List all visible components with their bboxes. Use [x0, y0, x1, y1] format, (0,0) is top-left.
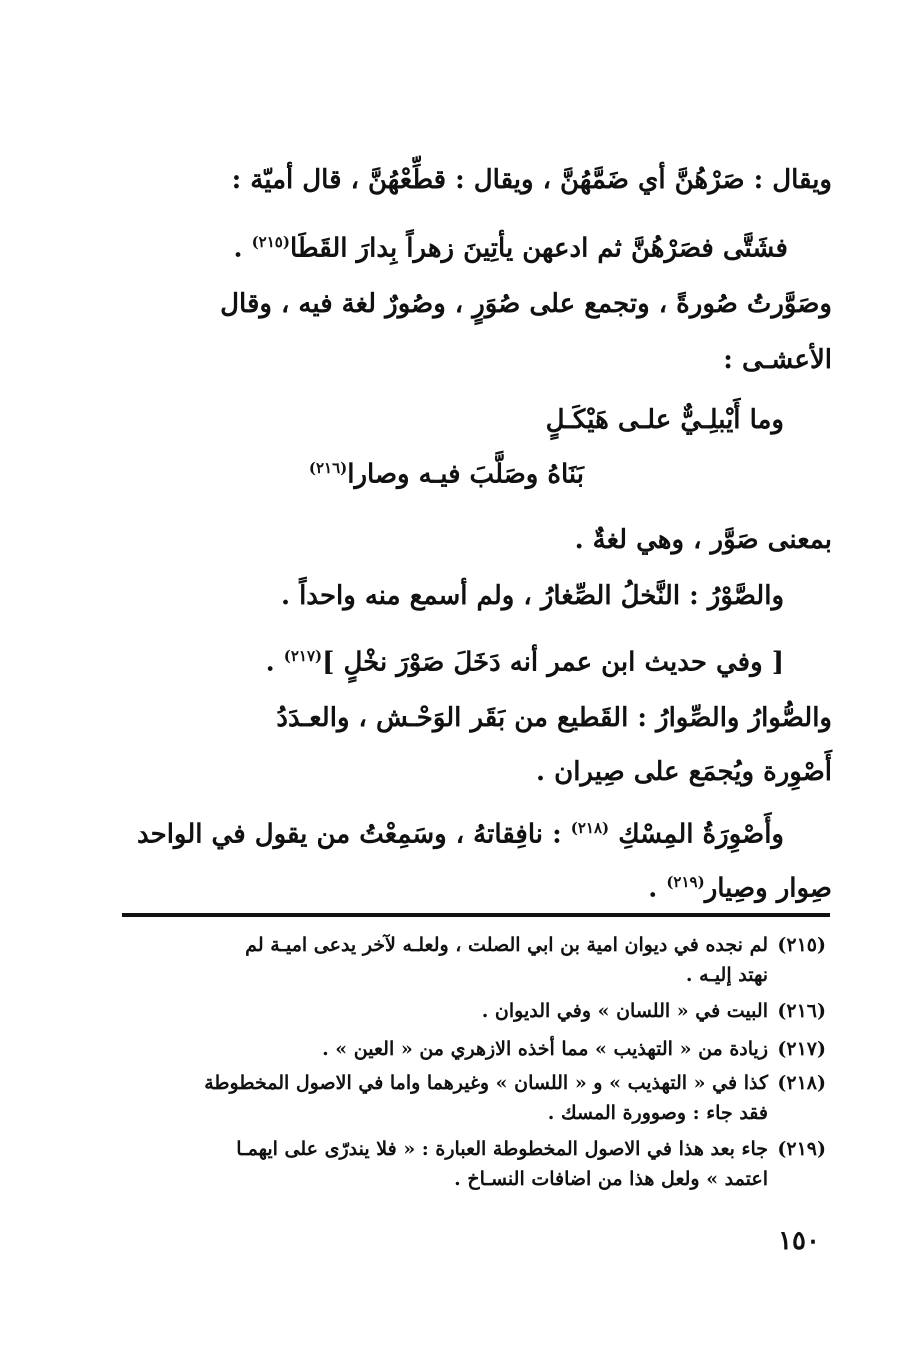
line-text: فشَتَّى فصَرْهُنَّ ثم ادعهن يأتِينَ زهراً بِدارَ القَطَا — [289, 233, 788, 264]
footnote-219 — [116, 1134, 826, 1194]
footnote-number: (٢١٧) — [777, 1038, 826, 1060]
footnote-text: زيادة من « التهذيب » مما أخذه الازهري من « العين » . — [322, 1038, 768, 1060]
line-text: : نافِقاتهُ ، وسَمِعْتُ من يقول في الواحد — [136, 819, 562, 850]
text-line-2: فشَتَّى فصَرْهُنَّ ثم ادعهن يأتِينَ زهراً بِدارَ القَطَا$^{(٢١٥)}$ . — [233, 233, 788, 264]
line-text: بَنَاهُ وصَلَّبَ فيـه وصارا — [347, 459, 584, 490]
line-text: وأَصْوِرَةُ المِسْكِ — [618, 819, 784, 850]
text-line-13: صِوار وصِيار$^{(٢١٩)}$ . — [648, 873, 832, 904]
line-text: الأعشـى : — [723, 345, 832, 375]
footnote-ref-217: (٢١٧) — [283, 647, 323, 665]
line-text: بمعنى صَوَّر ، وهي لغةٌ . — [574, 525, 832, 555]
text-line-1 — [232, 160, 832, 200]
footnote-216 — [116, 996, 826, 1026]
footnote-ref-215: (٢١٥) — [251, 233, 290, 251]
text-line-4 — [723, 340, 832, 380]
footnote-ref-218: (٢١٨) — [570, 819, 610, 837]
verse-line-1 — [546, 400, 784, 440]
line-text: وما أَيْبلِـيٌّ علـى هَيْكَـلٍ — [545, 405, 784, 435]
text-line-12 — [137, 808, 784, 855]
text-line-9: [ وفي حديث ابن عمر أنه دَخَلَ صَوْرَ نخْلٍ ]$^{(٢١٧)}$ . — [265, 647, 784, 678]
footnote-number: (٢١٩) — [777, 1138, 826, 1160]
footnote-text: نهتد إليـه . — [685, 964, 768, 986]
line-text: وصَوَّرتُ صُورةً ، وتجمع على صُوَرٍ ، وصُورٌ لغة فيه ، وقال — [220, 289, 832, 319]
footnote-218 — [116, 1068, 826, 1128]
footnote-text: كذا في « التهذيب » و « اللسان » وغيرهما واما في الاصول المخطوطة — [204, 1072, 768, 1094]
footnote-text: اعتمد » ولعل هذا من اضافات النسـاخ . — [454, 1168, 768, 1190]
footnote-number: (٢١٨) — [777, 1072, 826, 1094]
verse-line-2 — [309, 448, 584, 495]
text-line-11 — [536, 752, 832, 792]
text-line-10 — [276, 698, 832, 738]
footnote-ref-216: (٢١٦) — [308, 459, 348, 477]
line-text: ويقال : صَرْهُنَّ أي ضَمَّهُنَّ ، ويقال : قطِّعْهُنَّ ، قال أميّة : — [231, 165, 832, 195]
line-text: أَصْوِرة ويُجمَع على صِيران . — [536, 757, 832, 787]
footnote-text: البيت في « اللسان » وفي الديوان . — [481, 1000, 768, 1022]
footnote-text: جاء بعد هذا في الاصول المخطوطة العبارة : « فلا يندرّى على ايهمـا — [236, 1138, 768, 1160]
footnote-215 — [116, 930, 826, 990]
footnote-number: (٢١٥) — [777, 934, 826, 956]
line-text: والصُّوارُ والصِّوارُ : القَطيع من بَقَر الوَحْـش ، والعـدَدُ — [276, 703, 832, 733]
page-number: ١٥٠ — [778, 1226, 820, 1256]
line-text: [ وفي حديث ابن عمر أنه دَخَلَ صَوْرَ نخْلٍ ] — [322, 647, 784, 678]
footnote-ref-219: (٢١٩) — [666, 873, 705, 891]
text-line-7 — [575, 520, 832, 560]
footnote-text: لم نجده في ديوان امية بن ابي الصلت ، ولعلـه لآخر يدعى اميـة لم — [245, 934, 768, 956]
line-text: والصَّوْرُ : النَّخلُ الصِّغارُ ، ولم أسمع منه واحداً . — [280, 581, 784, 611]
text-line-8 — [281, 576, 784, 616]
line-text: صِوار وصِيار — [704, 873, 832, 904]
footnote-text: فقد جاء : وصوورة المسك . — [547, 1102, 768, 1124]
footnote-217 — [116, 1034, 826, 1064]
footnote-separator — [122, 913, 830, 917]
footnote-number: (٢١٦) — [777, 1000, 826, 1022]
text-line-3 — [220, 284, 832, 324]
